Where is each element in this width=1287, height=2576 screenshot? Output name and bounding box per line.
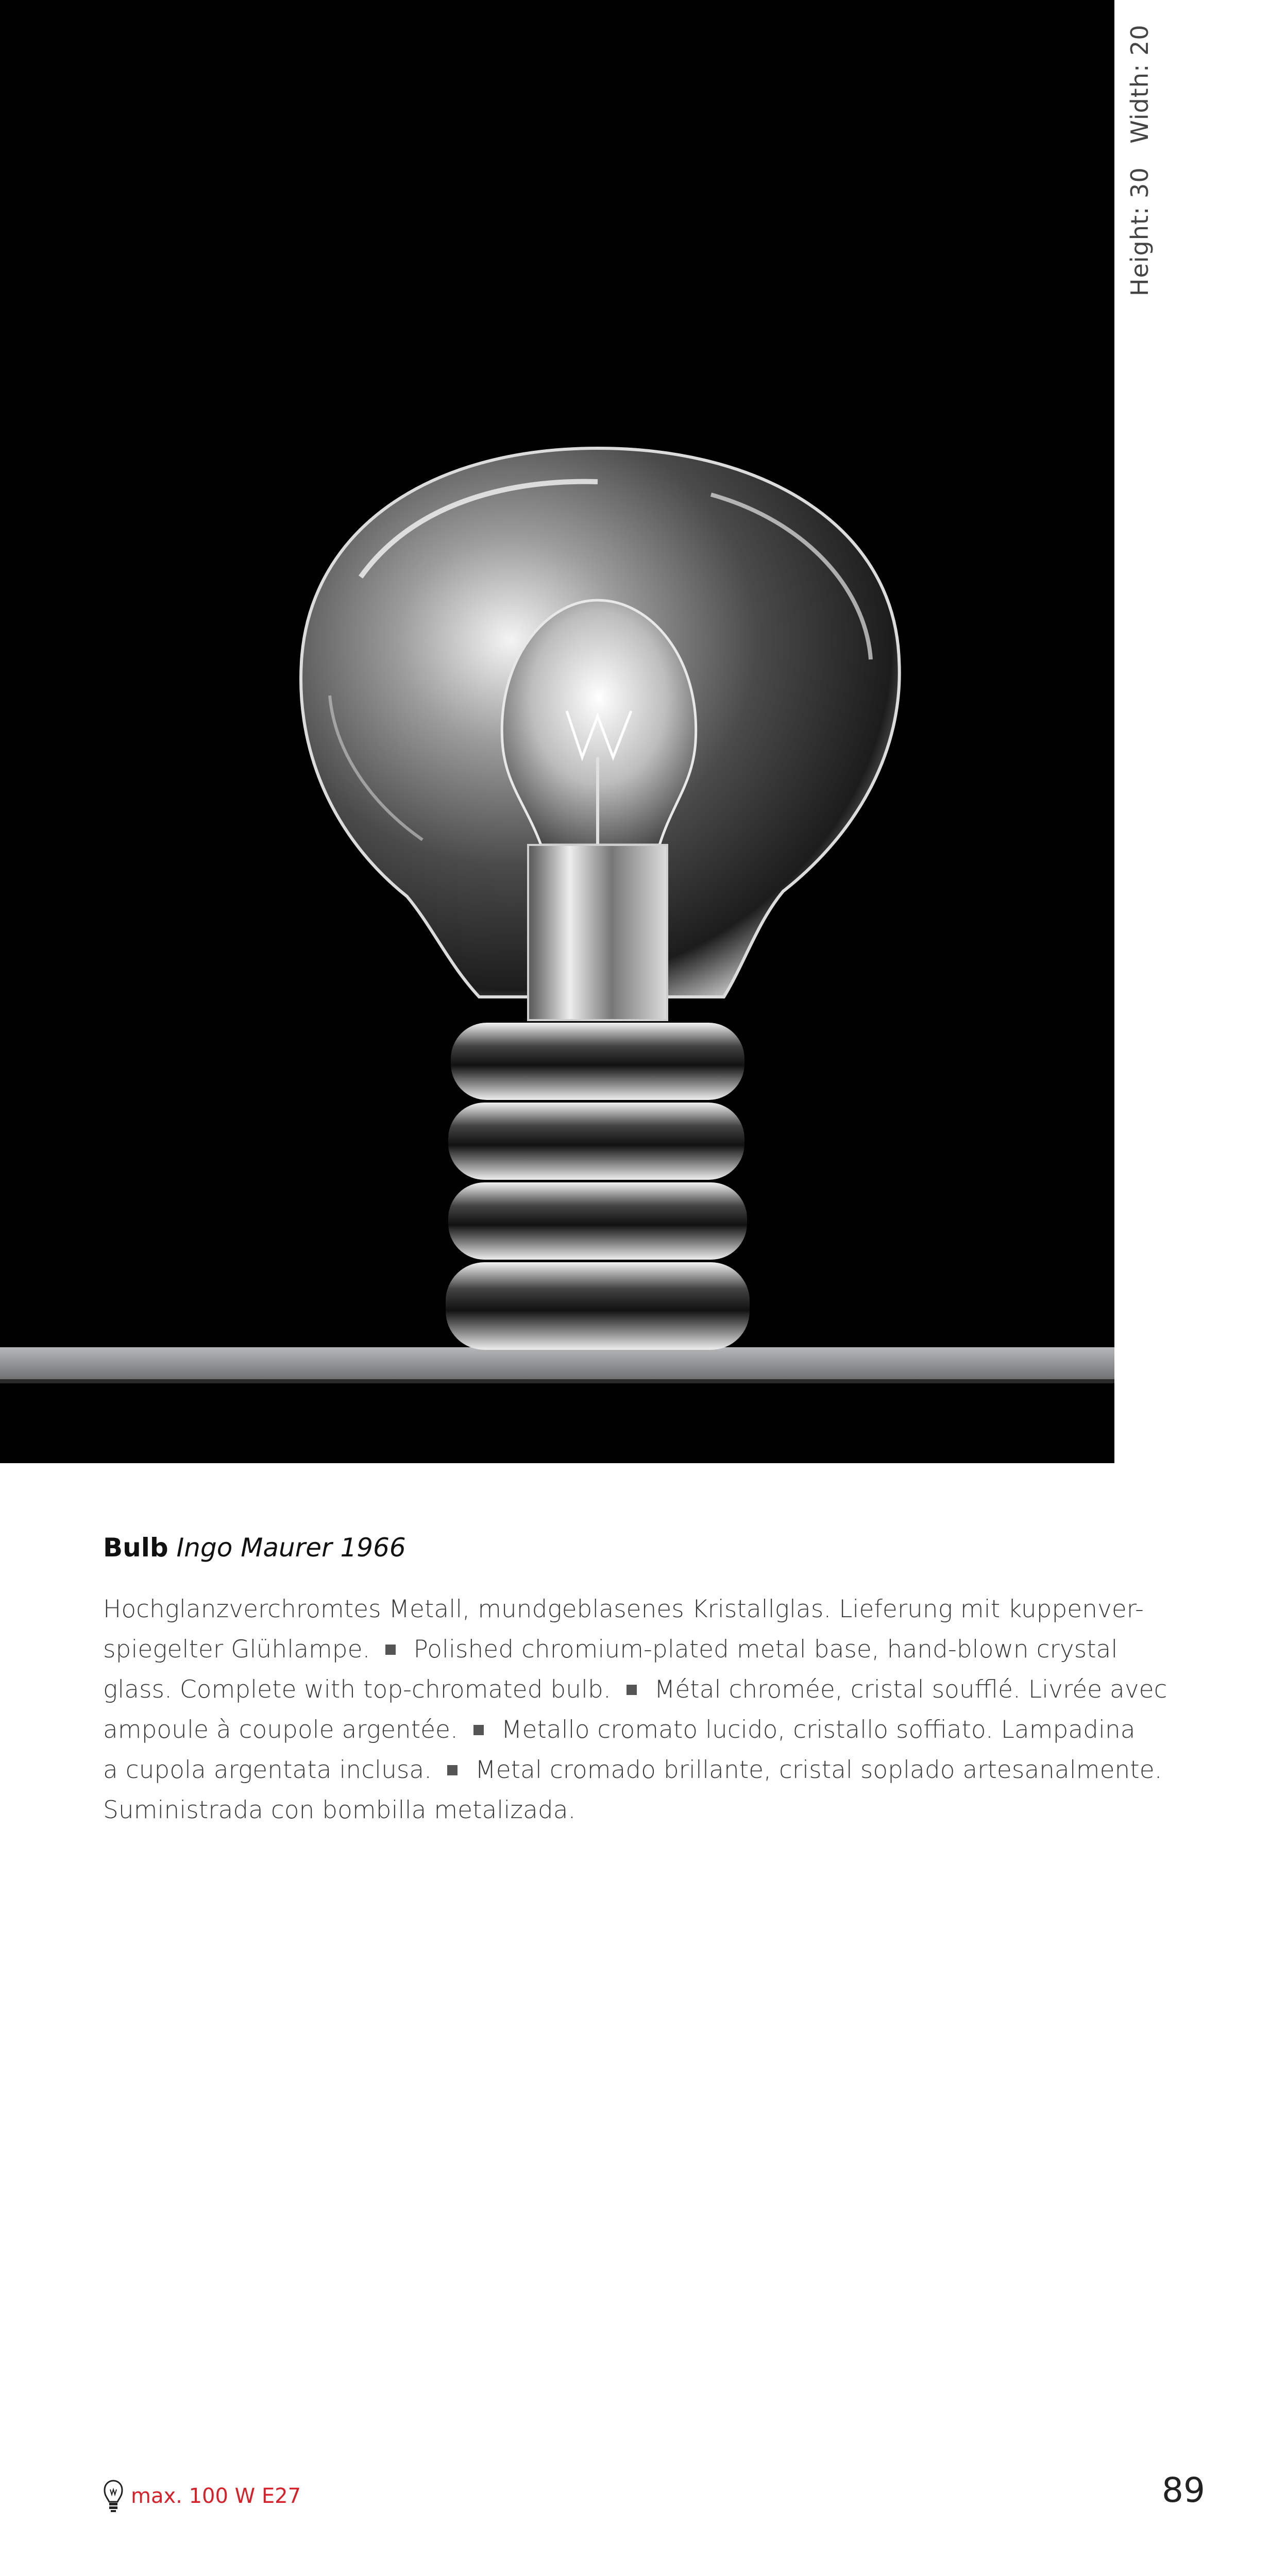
description-text: Metallo cromato lucido, cristallo soffiato. Lampadina (501, 1716, 1136, 1744)
description-text: spiegelter Glühlampe. (103, 1635, 370, 1664)
product-name: Bulb (103, 1533, 168, 1563)
description-text: glass. Complete with top-chromated bulb. (103, 1675, 611, 1704)
description-line (103, 1710, 1136, 1750)
product-title (103, 1533, 406, 1563)
description-text: Suministrada con bombilla metalizada. (103, 1796, 576, 1824)
description-line (103, 1589, 1144, 1630)
square-bullet-icon (473, 1725, 484, 1735)
description-text: ampoule à coupole argentée. (103, 1716, 458, 1744)
designer-year: Ingo Maurer 1966 (176, 1533, 406, 1563)
description-text: Hochglanzverchromtes Metall, mundgeblasenes Kristallglas. Lieferung mit kuppenver- (103, 1595, 1144, 1623)
description-text: Metal cromado brillante, cristal soplado artesanalmente. (475, 1756, 1162, 1784)
description-line (103, 1790, 1097, 1831)
width-label: Width: 20 (1126, 24, 1154, 144)
product-description (103, 1589, 1167, 1831)
description-text: a cupola argentata inclusa. (103, 1756, 432, 1784)
bulb-lamp-illustration (0, 0, 1114, 1463)
description-line (103, 1670, 1167, 1710)
square-bullet-icon (447, 1765, 458, 1775)
product-photo (0, 0, 1114, 1463)
light-bulb-icon (103, 2479, 124, 2513)
square-bullet-icon (385, 1645, 396, 1655)
page-number: 89 (1162, 2470, 1205, 2510)
lamp-spec (103, 2478, 301, 2514)
square-bullet-icon (626, 1685, 637, 1695)
description-line (103, 1630, 1118, 1670)
lamp-spec-text: max. 100 W E27 (131, 2484, 301, 2508)
description-text: Polished chromium-plated metal base, hand-blown crystal (413, 1635, 1118, 1664)
description-text: Métal chromée, cristal soufflé. Livrée avec (654, 1675, 1167, 1704)
description-line (103, 1750, 1162, 1790)
dimensions-label (1126, 24, 1162, 296)
height-label: Height: 30 (1126, 167, 1154, 296)
